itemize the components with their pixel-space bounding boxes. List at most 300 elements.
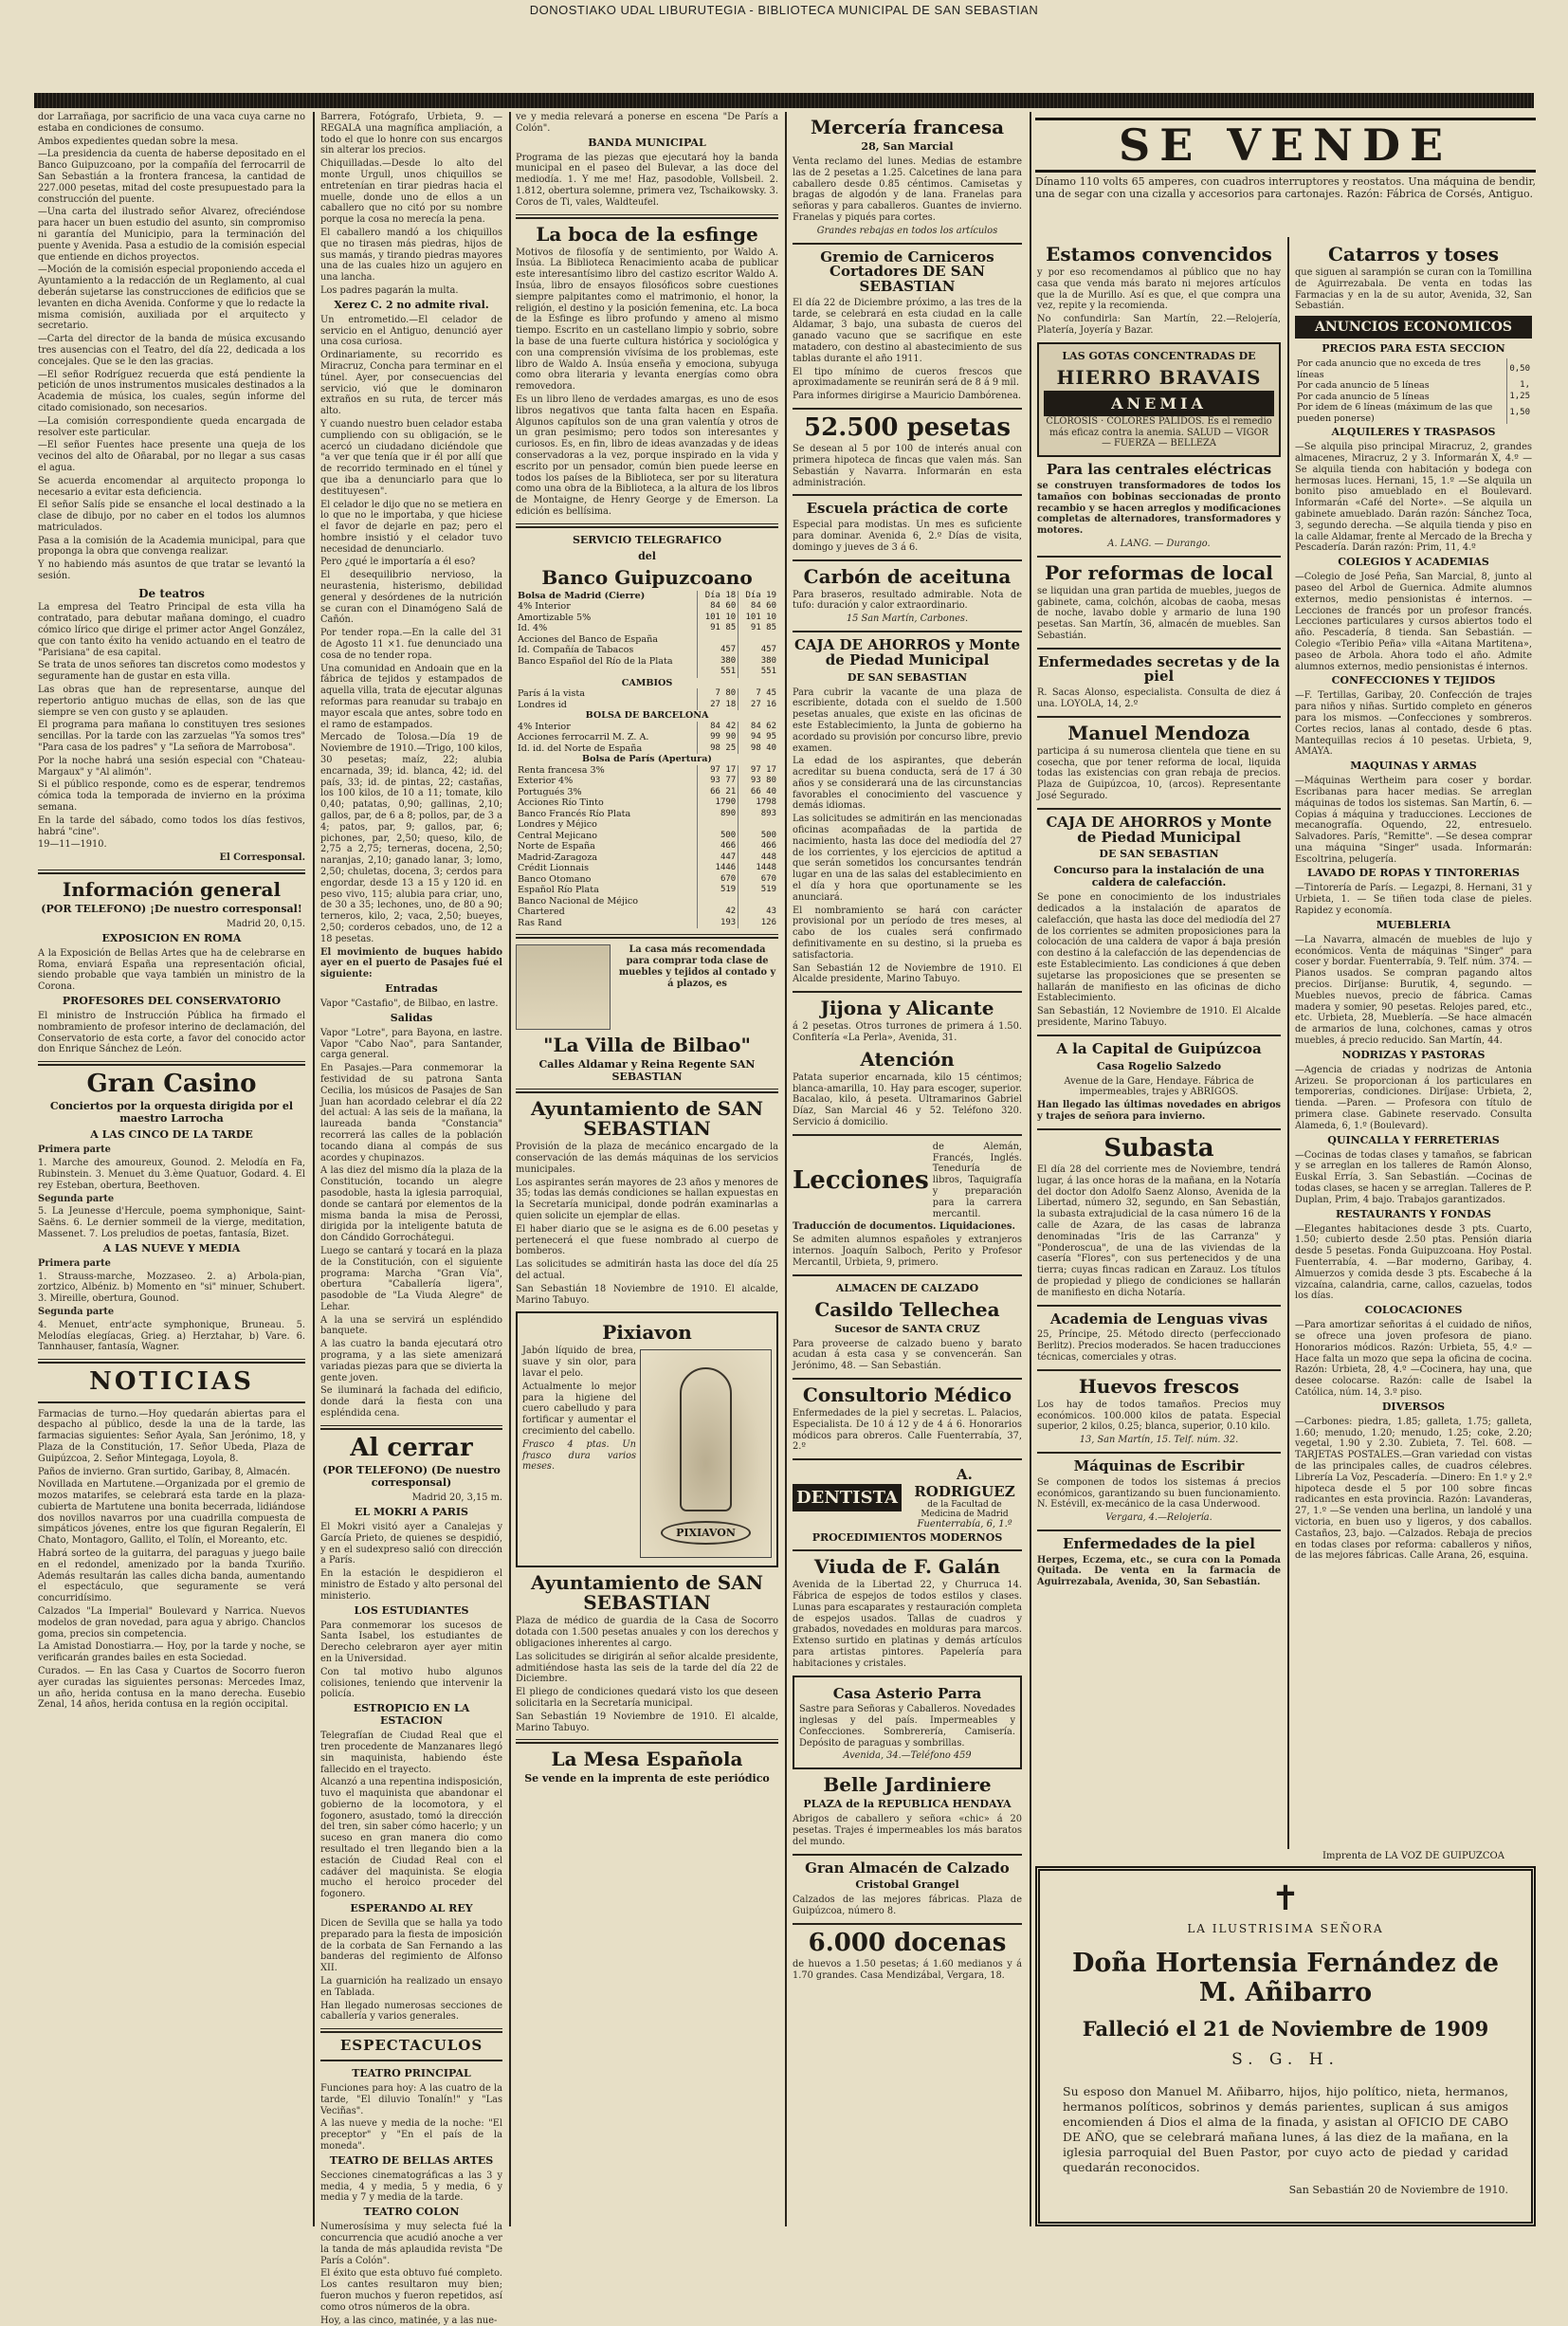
table-cell: 43 xyxy=(766,907,776,917)
table-cell xyxy=(698,896,738,907)
paragraph: La guarnición ha realizado un ensayo en Tablada. xyxy=(320,1976,502,1998)
table-cell: Amortizable 5% xyxy=(516,613,698,624)
divider xyxy=(793,1274,1022,1276)
table-row xyxy=(516,841,778,852)
table-cell: Madrid-Zaragoza xyxy=(516,852,698,864)
section-title: Ayuntamiento de SAN SEBASTIAN xyxy=(530,1097,764,1141)
subheading: Calles Aldamar y Reina Regente SAN SEBASTIAN xyxy=(538,1058,756,1084)
paragraph: El nombramiento se hará con carácter provisional por un período de tres meses, al cabo de los cuales será confirmado definitivamente en su destino, si la prueba es satisfactoria. xyxy=(793,905,1022,961)
ad-title: Casa Asterio Parra xyxy=(832,1684,982,1702)
table-cell: Por idem de 6 líneas (máximum de las que pueden ponerse) xyxy=(1295,402,1507,424)
column-rule xyxy=(1030,112,1031,2226)
paragraph: Provisión de la plaza de mecánico encargado de la conservación de las demás máquinas de los servicios municipales. xyxy=(516,1142,778,1175)
ad-text: Abrigos de caballero y señora «chic» á 20 pesetas. Trajes é impermeables los más baratos del mundo. xyxy=(793,1814,1022,1847)
paragraph: Se acuerda encomendar al arquitecto proponga lo necesario a evitar esta deficiencia. xyxy=(38,475,305,498)
table-cell: Id. Compañía de Tabacos xyxy=(516,645,698,656)
divider xyxy=(793,1458,1022,1460)
table-cell: 519 xyxy=(760,885,776,895)
table-cell: 98 40 xyxy=(750,742,776,753)
ad-title: Jijona y Alicante xyxy=(820,997,994,1020)
subheading: Concurso para la instalación de una caldera de calefacción. xyxy=(1053,864,1265,889)
ad-title: Huevos frescos xyxy=(1078,1374,1240,1398)
table-cell: 1790 xyxy=(698,797,738,809)
subheading: EL MOKRI A PARIS xyxy=(355,1505,468,1518)
subheading: ESPERANDO AL REY xyxy=(350,1902,473,1915)
paragraph: El día 22 de Diciembre próximo, a las tres de la tarde, se celebrará en esta ciudad en la calle Aldamar, 3 bajo, una subasta de cueros del ganado vacuno que se sacrifique en este matadero, con destino al abastecimiento de sus tablas durante el año 1911. xyxy=(793,297,1022,364)
ad-text: Especial para modistas. Un mes es suficiente para dominar. Avenida 6, 2.º Días de visita, domingo y jueves de 3 á 6. xyxy=(793,520,1022,553)
table-cell: 1448 xyxy=(756,863,776,873)
ad-title: DENTISTA xyxy=(793,1484,902,1511)
divider xyxy=(38,870,305,874)
table-cell: 551 xyxy=(760,667,776,677)
ad-title: Máquinas de Escribir xyxy=(1073,1456,1245,1474)
ad-text: R. Sacas Alonso, especialista. Consulta de diez á una. LOYOLA, 14, 2.º xyxy=(1037,687,1281,709)
divider xyxy=(793,408,1022,410)
table-cell: 4% Interior xyxy=(516,722,698,733)
paragraph: Los padres pagarán la multa. xyxy=(320,284,459,296)
paragraph: San Sebastián 18 Noviembre de 1910. El alcalde, Marino Tabuyo. xyxy=(516,1283,778,1306)
paragraph: Las solicitudes se dirigirán al señor alcalde presidente, admitiéndose hasta las seis de la tarde del día 22 de Diciembre. xyxy=(516,1651,778,1685)
subheading: Xerez C. 2 no admite rival. xyxy=(334,298,489,311)
table-cell: Id. id. del Norte de España xyxy=(516,743,698,755)
subheading: 28, San Marcial xyxy=(861,140,954,153)
paragraph: En la tarde del sábado, como todos los días festivos, habrá "cine". xyxy=(38,815,305,837)
paragraph: El día 28 del corriente mes de Noviembre, tendrá lugar, á las once horas de la mañana, en la Notaría del doctor don Adolfo Saenz Alonso, Avenida de la Libertad, número 32, segundo, en San Sebastián, la subasta extrajudicial de la casa número 16 de la calle de Azara, de las casas de labranza denominadas "Iris de las Carranza" y "Ponderoscua", de una de las viviendas de la casería "Flores", con sus pertenecidos y de una tierra; cuyas fincas radican en Zarauz. Los títulos de propiedad y pliego de condiciones se hallarán de manifiesto en dicha Notaría. xyxy=(1037,1164,1281,1298)
table-cell: 99 90 xyxy=(698,732,738,743)
ad-title: Manuel Mendoza xyxy=(1067,721,1250,744)
subheading: Cristobal Grangel xyxy=(855,1878,959,1892)
table-cell: Español Río Plata xyxy=(516,885,698,896)
paragraph: Si el público responde, como es de esperar, tendremos cómica toda la temporada de invierno en la próxima semana. xyxy=(38,779,305,814)
table-row xyxy=(516,852,778,864)
subheading: CONFECCIONES Y TEJIDOS xyxy=(1331,674,1496,687)
table-row xyxy=(516,831,778,842)
ad-title: SE VENDE xyxy=(1035,118,1536,173)
column-5 xyxy=(1033,239,1285,1860)
lecciones-ad xyxy=(793,1142,1022,1222)
paragraph: Para cubrir la vacante de una plaza de escribiente, dotada con el sueldo de 1.500 pesetas anuales, que existe en las oficinas de este Establecimiento, la Junta de gobierno ha acordado su provisión por concurso libre, previo examen. xyxy=(793,687,1022,754)
bottle-label: PIXIAVON xyxy=(661,1521,752,1545)
table-row xyxy=(516,601,778,613)
paragraph: Ambos expedientes quedan sobre la mesa. xyxy=(38,136,239,147)
ad-title: Por reformas de local xyxy=(1045,560,1273,584)
paragraph: Mercado de Tolosa.—Día 19 de Noviembre de 1910.—Trigo, 100 kilos, 30 pesetas; maíz, 22; alubia encarnada, 39; id. blanca, 42; id. del país, 33; id. de pintas, 22; castañas, los 100 kilos, de 10 a 11; tomate, kilo 0,40; patatas, 0,90; gallinas, 2,10; gallos, par, de 6 a 8; pollos, par, de 3 a 4; patos, par, 9; gallos, par, 6; pichones, par, 2,50; queso, kilo, de 2,75 a 2,75; terneras, docena, 2,50; naranjas, 2,10; ganado lanar, 3; lomo, 2,50; chuletas, docena, 3; cerdos para engordar, desde 13 a 15 y 120 id. en peso vivo, 115; alubia para criar, uno, de 30 a 35; lechones, uno, de 80 a 90; terneros, kilo, 2; vaca, 2,50; bueyes, 2,50; corderos cebados, uno, de 12 a 18 pesetas. xyxy=(320,732,502,944)
paragraph: El tipo mínimo de cueros frescos que aproximadamente se reunirán será de 8 á 9 mil. xyxy=(793,366,1022,389)
column-2 xyxy=(317,112,506,2326)
paragraph: —Moción de la comisión especial proponiendo acceda el Ayuntamiento a la redacción de un Reglamento, al cual deberán sujetarse las construcciones de edificios que se levanten en dicha Avenida. Conforme y que lo redacte la misma comisión, auxiliada por el arquitecto y secretario. xyxy=(38,265,305,332)
paragraph: El programa para mañana lo constituyen tres sesiones sencillas. Por la tarde con las zarzuelas "Ya somos tres" "Para casa de los padres" y "La señora de Marrobosa". xyxy=(38,720,305,754)
paragraph: dor Larrañaga, por sacrificio de una vaca cuya carne no estaba en condiciones de consumo. xyxy=(38,112,305,134)
ad-title: Mercería francesa xyxy=(810,116,1005,138)
ad-title: HIERRO BRAVAIS xyxy=(1056,365,1262,389)
paragraph: Funciones para hoy: A las cuatro de la tarde, "El diluvio Tonalín!" y "Las Veciñas". xyxy=(320,2082,502,2116)
classifieds: —Colegio de José Peña, San Marcial, 8, junto al paseo del Arbol de Guernica. Admite alumnos externos, medio pensionistas é internos. —Lecciones de francés por un profesor francés. Lecciones particulares y cursos abiertos todo el año. Pescadería, 8 tienda. San Sebastián. —Colegio «Teribio Peña» villa «Aitana Martitena», paseo de Arbola. Ahora todo el año. Admite alumnos externos, medio pensionistas é internos. xyxy=(1295,572,1532,672)
paragraph: Curados. — En las Casa y Cuartos de Socorro fueron ayer curadas las siguientes personas: Mercedes Imaz, un año, herida contusa en la mano derecha. Eusebio Zenal, 14 años, herida contusa en la región occipital. xyxy=(38,1666,305,1711)
table-cell: Por cada anuncio de 5 líneas xyxy=(1295,380,1507,392)
divider xyxy=(38,1359,305,1364)
ad-text: participa á su numerosa clientela que tiene en su cosecha, que por tener reforma de local, liquida todas las existencias con gran rebaja de precios. Plaza de Guipúzcoa, 10, (arcos). Representante José Segurado. xyxy=(1037,745,1281,801)
paragraph: —La comisión correspondiente queda encargada de resolver este particular. xyxy=(38,415,305,438)
ad-text: Herpes, Eczema, etc., se cura con la Pomada Quitada. De venta en la farmacia de Aguirrezabala, Avenida, 30, San Sebastián. xyxy=(1037,1554,1281,1588)
paragraph: A las cuatro la banda ejecutará otro programa, y a las siete amenizará variadas piezas para que se divierta la gente joven. xyxy=(320,1339,502,1383)
ad-text: Frasco 4 ptas. Un frasco dura varios meses. xyxy=(522,1438,636,1473)
ad-title: Gremio de Carniceros Cortadores DE SAN SEBASTIAN xyxy=(820,247,994,296)
paragraph: El pliego de condiciones quedará visto los que deseen solicitarla en la Secretaría municipal. xyxy=(516,1687,778,1709)
divider xyxy=(1037,808,1281,810)
paragraph: —El señor Fuentes hace presente una queja de los vecinos del alto de Oñarabal, por no llegar a sus casas el agua. xyxy=(38,440,305,473)
notice-line: S. G. H. xyxy=(1231,2050,1340,2069)
table-cell: 500 xyxy=(760,830,776,840)
table-cell: 457 xyxy=(698,645,738,656)
ad-text: que siguen al sarampión se curan con la Tomillina de Aguirrezabala. De venta en todas las Farmacias y en la de su autor, Avenida, 32, San Sebastián. xyxy=(1295,267,1532,312)
ad-text: Dínamo 110 volts 65 amperes, con cuadros interruptores y reostatos. Una máquina de bendir, una de segar con una cizalla y accesorios para cartonajes. Razón: Fábrica de Corsés, Antiguo. xyxy=(1035,175,1536,201)
program-part: Segunda parte xyxy=(38,1307,115,1318)
paragraph: La Amistad Donostiarra.— Hoy, por la tarde y noche, se verificarán grandes bailes en esta Sociedad. xyxy=(38,1641,305,1664)
paragraph: El Mokri visitó ayer a Canalejas y García Prieto, de quienes se despidió, y en el sudexpreso salió con dirección a París. xyxy=(320,1521,502,1566)
dentist-ad xyxy=(793,1466,1022,1529)
ad-text: Traducción de documentos. Liquidaciones. xyxy=(793,1221,1015,1233)
section-title: La boca de la esfinge xyxy=(536,222,758,246)
ad-text: Venta reclamo del lunes. Medias de estambre las de 2 pesetas a 1.25. Calcetines de lana para caballero desde 0.85 céntimos. Camisetas y bragas de algodón y de lana. Franelas para señoras y para caballeros. Guantes de invierno. Franelas y piqués para cortes. xyxy=(793,156,1022,223)
subheading: RESTAURANTS Y FONDAS xyxy=(1335,1207,1492,1220)
subheading: (POR TELEFONO) ¡De nuestro corresponsal! xyxy=(41,903,302,915)
death-notice xyxy=(1035,1866,1536,2226)
ad-text: Los hay de todos tamaños. Precios muy económicos. 100.000 kilos de patata. Especial superior, 2 kilos, 0.25; blanca, superior, 0.10 kilo. xyxy=(1037,1399,1281,1433)
subheading: PROCEDIMIENTOS MODERNOS xyxy=(811,1531,1003,1545)
asterio-ad xyxy=(793,1676,1022,1770)
ad-text: Actualmente lo mejor para la higiene del cuero cabelludo y para fortificar y aumentar el crecimiento del cabello. xyxy=(522,1381,636,1437)
paragraph: Programa de las piezas que ejecutará hoy la banda municipal en el paseo del Bulevar, a las doce del mediodía. 1. Y me me! Haz, pasodoble, Vollsbeil. 2. 1.812, obertura solemne, primera vez, Tschaikowsky. 3. Coros de Ti, vales, Waldteufel. xyxy=(516,152,778,208)
ad-title: 6.000 docenas xyxy=(808,1929,1007,1957)
subheading: DIVERSOS xyxy=(1381,1400,1446,1413)
table-row xyxy=(516,776,778,787)
subheading: Entradas xyxy=(385,981,438,995)
subheading: Casa Rogelio Salzedo xyxy=(1096,1059,1222,1072)
table-cell: 93 80 xyxy=(750,776,776,786)
ad-title: Enfermedades de la piel xyxy=(1063,1534,1255,1552)
dateline: 19—11—1910. xyxy=(38,839,107,851)
paragraph: Se pone en conocimiento de los industriales dedicados a la instalación de aparatos de calefacción, que hasta las doce del mediodía del 27 de los corrientes se admiten proposiciones para la colocación de una caldera de vapor á baja presión con destino á la calefacción de las dependencias de este Establecimiento. Las condiciones á que deben sujetarse las proposiciones que se presenten se hallarán de manifiesto en las oficinas de dicho Establecimiento. xyxy=(1037,892,1281,1004)
subheading: A LAS NUEVE Y MEDIA xyxy=(102,1241,241,1255)
table-row xyxy=(516,896,778,907)
paragraph: Dicen de Sevilla que se halla ya todo preparado para la fiesta de imposición de la corbata de San Fernando a las banderas del regimiento de Alfonso XII. xyxy=(320,1918,502,1974)
classifieds: —Se alquila piso principal Miracruz, 2, grandes almacenes, Miracruz, 2 y 3. Informarán X, 4.º —Se alquila tienda con habitación y bodega con hermosas luces. Hernani, 15, 1.º —Se alquila un bonito piso amueblado en el Boulevard. Informarán «Café del Norte». —Se alquila un gabinete amueblado. Darán razón: Sánchez Toca, 3, segundo derecha. —Se alquila tienda y piso en la calle Aldamar, frente al Mercado de la Brecha y Pescadería. Darán razón: Prim, 11, 4.º xyxy=(1295,442,1532,554)
table-row xyxy=(516,667,778,678)
anemia-banner: ANEMIA xyxy=(1044,391,1274,416)
table-cell: 448 xyxy=(760,852,776,862)
paragraph: Luego se cantará y tocará en la plaza de la Constitución, con el siguiente programa: Marcha "Gran Vía", obertura "Caballería ligera", pasodoble de "La Viuda Alegre" de Lehar. xyxy=(320,1245,502,1312)
paragraph: A la una se servirá un espléndido banquete. xyxy=(320,1314,502,1337)
table-cell: Norte de España xyxy=(516,841,698,852)
ad-title: Consultorio Médico xyxy=(802,1383,1012,1406)
subheading: DE SAN SEBASTIAN xyxy=(1099,848,1219,861)
classifieds: —Tintorería de París. — Legazpi, 8. Hernani, 31 y Urbieta, 1. — Se tiñen toda clase de pieles. Rapidez y economía. xyxy=(1295,883,1532,917)
paragraph: San Sebastián 19 Noviembre de 1910. El alcalde, Marino Tabuyo. xyxy=(516,1711,778,1733)
paragraph: Telegrafían de Ciudad Real que el tren procedente de Manzanares llegó sin maquinista, habiendo éste fallecido en el trayecto. xyxy=(320,1731,502,1775)
ad-text: Vergara, 4.—Relojería. xyxy=(1105,1512,1212,1524)
table-row xyxy=(516,613,778,624)
column-4 xyxy=(789,112,1026,2231)
subheading: Se vende en la imprenta de este periódico xyxy=(524,1772,770,1786)
paragraph: Paños de invierno. Gran surtido, Garibay, 8, Almacén. xyxy=(38,1466,291,1477)
divider xyxy=(793,243,1022,245)
ad-text: Sastre para Señoras y Caballeros. Novedades inglesas y del país. Impermeables y Confecciones. Sombrerería, Camisería. Depósito de paraguas y sombrillas. xyxy=(799,1704,1015,1749)
ad-title: Escuela práctica de corte xyxy=(806,500,1009,518)
ad-text: Jabón líquido de brea, suave y sin olor, para lavar el pelo. xyxy=(522,1346,636,1379)
subheading: ESTROPICIO EN LA ESTACION xyxy=(353,1702,470,1728)
paragraph: Y cuando nuestro buen celador estaba cumpliendo con su obligación, se le acercó un ciudadano diciéndole que "a ver que tenía que ir él por allí que de recorrido terminado en el túnel y que iba a denunciarlo para que lo destituyesen". xyxy=(320,418,502,497)
paragraph: Pasa a la comisión de la Academia municipal, para que proponga la obra que convenga realizar. xyxy=(38,535,305,558)
ad-text: Para braseros, resultado admirable. Nota de tufo: duración y calor extraordinario. xyxy=(793,589,1022,612)
paragraph: A las nueve y media de la noche: "El preceptor" y "En el país de la moneda". xyxy=(320,2118,502,2152)
table-cell: 7 45 xyxy=(756,688,776,699)
paragraph: Vapor "Lotre", para Bayona, en lastre. Vapor "Cabo Nao", para Santander, carga general. xyxy=(320,1027,502,1061)
paragraph: Las obras que han de representarse, aunque del repertorio antiguo muchas de ellas, son de las que siempre se ven con gusto y se aplauden. xyxy=(38,685,305,718)
table-cell: Portugués 3% xyxy=(516,787,698,798)
paragraph: El éxito que esta obtuvo fué completo. Los cantes resultaron muy bien; fueron muchos y fueron repetidos, así como otros números de la obra. xyxy=(320,2268,502,2313)
table-cell: Banco Otomano xyxy=(516,874,698,886)
subheading: LAS GOTAS CONCENTRADAS DE xyxy=(1062,349,1256,362)
paragraph: —El señor Rodríguez recuerda que está pendiente la petición de unos instrumentos musicales destinados a la Academia de música, los cuales, según informe del citado comisionado, son necesarios. xyxy=(38,369,305,413)
paragraph: El ministro de Instrucción Pública ha firmado el nombramiento de profesor interino de declamación, del Conservatorio de esta corte, a favor del conocido actor don Enrique Sánchez de León. xyxy=(38,1010,305,1055)
table-cell xyxy=(738,634,778,646)
ad-text: 25, Príncipe, 25. Método directo (perfeccionado Berlitz). Precios moderados. Se hacen traducciones técnicas, comerciales y otras. xyxy=(1037,1329,1281,1363)
hierro-bravais-ad xyxy=(1037,342,1281,457)
paragraph: Pero ¿qué le importaría a él eso? xyxy=(320,557,476,568)
section-title: ESPECTACULOS xyxy=(339,2037,483,2055)
paragraph: Han llegado numerosas secciones de caballería y varios generales. xyxy=(320,2000,502,2023)
divider xyxy=(1037,1452,1281,1454)
notice-date: Falleció el 21 de Noviembre de 1909 xyxy=(1082,2017,1489,2041)
ad-text: Avenida, 34.—Teléfono 459 xyxy=(843,1750,972,1762)
ad-title: Estamos convencidos xyxy=(1046,243,1272,266)
ad-text: Para proveerse de calzado bueno y barato acudan á esta casa y se convencerán. San Jerónimo, 48. — San Sebastián. xyxy=(793,1338,1022,1372)
ad-text: de Alemán, Francés, Inglés. Teneduría de libros, Taquigrafía y preparación para la carrera mercantil. xyxy=(932,1141,1022,1219)
table-cell: 94 95 xyxy=(750,732,776,742)
table-cell: Por cada anuncio de 5 líneas xyxy=(1295,392,1507,403)
paragraph: El movimiento de buques habido ayer en el puerto de Pasajes fué el siguiente: xyxy=(320,946,502,980)
divider xyxy=(1037,1035,1281,1036)
section-title: Gran Casino xyxy=(86,1070,257,1099)
paragraph: El caballero mandó a los chiquillos que no tirasen más piedras, hijos de sus mamás, y tirando piedras mayores una de las cuales hizo un agujero en una lancha. xyxy=(320,227,502,284)
subheading: Salidas xyxy=(390,1011,433,1024)
subheading: QUINCALLA Y FERRETERIAS xyxy=(1327,1133,1500,1146)
table-cell xyxy=(698,819,738,831)
table-row xyxy=(1295,358,1532,380)
divider xyxy=(38,1061,305,1066)
section-heading: De teatros xyxy=(138,586,205,600)
table-cell: 91 85 xyxy=(750,623,776,633)
paragraph: Para informes dirigirse a Mauricio Dambórenea. xyxy=(793,391,1022,402)
table-row xyxy=(516,918,778,929)
table-cell: 893 xyxy=(760,808,776,818)
classifieds: —F. Tertillas, Garibay, 20. Confección de trajes para niños y niñas. Surtido completo en géneros para los mismos. —Confecciones y sombreros. Cortes recios, lanas al contado, desde 6 ptas. Mantequillas recios á 10 pesetas. Urbieta, 9, AMAYA. xyxy=(1295,690,1532,758)
divider xyxy=(793,494,1022,496)
subheading: TEATRO COLON xyxy=(363,2206,460,2219)
table-cell: Acciones Río Tinto xyxy=(516,797,698,809)
subheading: TEATRO PRINCIPAL xyxy=(352,2066,471,2079)
notice-body: Su esposo don Manuel M. Añibarro, hijos, hijo político, nieta, hermanos, hermanos políticos, sobrinos y demás parientes, suplican á sus amigos encomienden á Dios el alma de la finada, y asistan al OFICIO DE CABO DE AÑO, que se celebrará mañana lunes, á las diez de la mañana, en la iglesia parroquial del Buen Pastor, por cuyo acto de piedad y caridad quedarán reconocidos. xyxy=(1063,2084,1508,2174)
ad-text: Se desean al 5 por 100 de interés anual con primera hipoteca de fincas que valen más. San Sebastián y Navarra. Informarán en esta administración. xyxy=(793,444,1022,488)
classifieds: —Carbones: piedra, 1.85; galleta, 1.75; galleta, 1.60; menudo, 1.20; menudo, 1.25; coke, 2.20; vegetal, 1.90 y 2.30. Zubieta, 7. Tel. 608. —TARJETAS POSTALES.—Gran variedad con vistas de las principales calles, de cuadros célebres. Librería La Voz, Pescadería. —Dinero: En 1.º y 2.º hipoteca desde el 5 por 100 sobre fincas radicantes en esta provincia. Razón: Lavanderas, 27, 1.º —Se venden una berlina, un landolé y una victoria, en buen uso y ligeros, y dos caballos. Castaños, 23, bajo. —Calzados. Rebaja de precios en todas clases por reforma: caballeros y niños, de las mejores fábricas. Calle Arana, 26, esquina. xyxy=(1295,1416,1532,1562)
table-row xyxy=(516,722,778,733)
divider xyxy=(1037,1305,1281,1307)
ad-title: Pixiavon xyxy=(602,1321,692,1345)
table-row xyxy=(516,765,778,777)
divider xyxy=(320,2060,502,2061)
table-cell: 101 10 xyxy=(698,613,738,624)
ad-title: Casildo Tellechea xyxy=(814,1297,1000,1321)
ad-title: A la Capital de Guipúzcoa xyxy=(1056,1039,1262,1057)
paragraph: Farmacias de turno.—Hoy quedarán abiertas para el despacho al público, desde la una de la tarde, las farmacias siguientes: Señor Ayala, San Jerónimo, 18, y Plaza de la Constitución, 17. Señor Ubeda, Plaza de Guipúzcoa, 2. Señor Mintegaga, Loyola, 8. xyxy=(38,1408,305,1464)
paragraph: En Pasajes.—Para conmemorar la festividad de su patrona Santa Cecilia, los músicos de Pasajes de San Juan han acordado celebrar el día 22 del actual: A las seis de la mañana, la laureada banda "Constancia" recorrerá las calles de la población tocando diana al compás de sus acordes y chupinazos. xyxy=(320,1063,502,1163)
ad-title: Lecciones xyxy=(793,1166,929,1196)
section-title: Al cerrar xyxy=(350,1433,473,1462)
table-cell xyxy=(698,634,738,646)
ad-text: 15 San Martín, Carbones. xyxy=(846,614,969,625)
ad-title: Carbón de aceituna xyxy=(803,564,1012,588)
paragraph: El desequilibrio nervioso, la neurastenia, histerismo, debilidad general y desórdenes de la nutrición se curan con el Dinamógeno Salá de Cañón. xyxy=(320,570,502,626)
paragraph: El señor Salís pide se ensanche el local destinado a la clase de dibujo, por no caber en el todos los alumnos matriculados. xyxy=(38,500,305,533)
subheading: BANDA MUNICIPAL xyxy=(588,136,706,149)
paragraph: Novillada en Martutene.—Organizada por el gremio de mozos matarifes, se celebrará esta tarde en la plaza-cubierta de Martutene una bonita becerrada, lidiándose dos novillos navarros por una cuadrilla compuesta de simpáticos jóvenes, entre los que figuran Regalerín, El Chato, Montagoro, Gallito, el Tolín, el Moreanto, etc. xyxy=(38,1479,305,1547)
table-cell: París á la vista xyxy=(516,688,698,700)
column-rule xyxy=(1287,237,1289,1849)
paragraph: —La presidencia da cuenta de haberse depositado en el Banco Guipuzcoano, por la compañía del ferrocarril de San Sebastián a la frontera francesa, la cantidad de 227.000 pesetas, mitad del coste presupuestado para la construcción del puente. xyxy=(38,149,305,205)
table-cell: 1, xyxy=(1520,380,1530,391)
table-cell: 0,50 xyxy=(1509,363,1530,374)
paragraph: Secciones cinematográficas a las 3 y media, 4 y media, 5 y media, 6 y media y 7 y media de la tarde. xyxy=(320,2170,502,2204)
ad-title: "La Villa de Bilbao" xyxy=(543,1034,751,1057)
subheading: NODRIZAS Y PASTORAS xyxy=(1341,1048,1486,1061)
printer-credit: Imprenta de LA VOZ DE GUIPUZCOA xyxy=(1322,1851,1504,1861)
subheading: LOS ESTUDIANTES xyxy=(354,1603,469,1617)
ad-text: Avenida de la Libertad 22, y Churruca 14. Fábrica de espejos de todos estilos y clases. Lunas para escaparates y restauración completa de espejos usados. Tallas de cuadros y grabados, novedades en molduras para marcos. Extenso surtido en platinas y demás artículos para artistas pintores. Papelería para habitaciones y cristales. xyxy=(793,1580,1022,1669)
paragraph: Calzados "La Imperial" Boulevard y Narrica. Nuevos modelos de gran novedad, para agua y abrigo. Chanclos goma, precios sin competencia. xyxy=(38,1606,305,1639)
table-row xyxy=(516,634,778,646)
table-cell: Banco Español del Río de la Plata xyxy=(516,656,698,668)
subheading: ALMACEN DE CALZADO xyxy=(835,1281,979,1294)
divider xyxy=(1037,716,1281,718)
table-cell: Por cada anuncio que no exceda de tres líneas xyxy=(1295,358,1507,380)
table-row xyxy=(516,809,778,820)
divider xyxy=(516,1739,778,1744)
section-title: Información general xyxy=(62,878,282,901)
table-cell: 670 xyxy=(760,873,776,884)
column-6 xyxy=(1291,239,1536,1860)
table-cell: Renta francesa 3% xyxy=(516,765,698,777)
table-cell: Banco Francés Río Plata xyxy=(516,809,698,820)
table-row xyxy=(1295,380,1532,392)
paragraph: ve y media relevará a ponerse en escena "De París a Colón". xyxy=(516,112,778,134)
ad-text: Patata superior encarnada, kilo 15 céntimos; blanca-amarilla, 10. Hay para escoger, superior. Bacalao, kilo, á peseta. Ultramarinos Gabriel Díaz, San Marcial 46 y 52. Teléfono 320. Servicio á domicilio. xyxy=(793,1071,1022,1128)
column-3 xyxy=(512,112,782,2231)
table-cell: 4% Interior xyxy=(516,601,698,613)
furniture-ad xyxy=(516,944,778,1030)
paragraph: Las solicitudes se admitirán hasta las doce del día 25 del actual. xyxy=(516,1259,778,1281)
paragraph: Por tender ropa.—En la calle del 31 de Agosto 11 ×1. fue denunciado una cosa de no tender ropa. xyxy=(320,628,502,661)
divider xyxy=(516,214,778,219)
paragraph: Hoy, a las cinco, matinée, y a las nue- xyxy=(320,2315,498,2326)
ad-title: Subasta xyxy=(1103,1133,1214,1163)
table-row xyxy=(516,874,778,886)
subheading: TEATRO DE BELLAS ARTES xyxy=(329,2153,494,2167)
bottle-illustration xyxy=(640,1349,772,1558)
ad-text: La casa más recomendada para comprar toda clase de muebles y tejidos al contado y á plazos, es xyxy=(618,944,776,989)
table-cell: 97 17 xyxy=(698,765,738,777)
table-row xyxy=(516,787,778,798)
dateline: Madrid 20, 3,15 m. xyxy=(411,1493,502,1504)
divider xyxy=(793,631,1022,632)
paragraph: San Sebastián, 12 Noviembre de 1910. El Alcalde presidente, Marino Tabuyo. xyxy=(1037,1006,1281,1029)
program-part: Primera parte xyxy=(38,1257,111,1269)
paragraph: Es un libro lleno de verdades amargas, es uno de esos libros negativos que tanta falta hacen en España. Algunos capítulos son de una gran valentía y otros de un gran pesimismo; pero todos son interesantes y curiosos. Es, en fin, libro de ideas avanzadas y de ideas conservadoras a la vez, porque inspirado en la vida y escrito por un pensador, común bien puede leerse en todos los países de la Biblioteca, ser por su literatura como una obra de la Biblioteca, a la altura de los libros de Montaigne, de Henry George y de Emerson. La edición es bellísima. xyxy=(516,394,778,517)
table-cell: 551 xyxy=(698,667,738,678)
subheading: MUEBLERIA xyxy=(1376,918,1451,931)
program-part: Segunda parte xyxy=(38,1193,115,1204)
table-cell: Central Mejicano xyxy=(516,831,698,842)
divider xyxy=(793,991,1022,993)
divider xyxy=(1037,1529,1281,1531)
subheading: EXPOSICION EN ROMA xyxy=(101,931,242,944)
table-cell: 91 85 xyxy=(698,623,738,634)
paragraph: Con tal motivo hubo algunos colisiones, teniendo que intervenir la policía. xyxy=(320,1666,502,1700)
divider xyxy=(320,2028,502,2033)
subheading: DE SAN SEBASTIAN xyxy=(847,670,968,684)
column-1 xyxy=(34,112,309,2231)
ad-title: Gran Almacén de Calzado xyxy=(805,1859,1010,1877)
table-cell: Crédit Lionnais xyxy=(516,863,698,874)
table-cell: 42 xyxy=(698,907,738,918)
ad-title: CAJA DE AHORROS y Monte de Piedad Municipal xyxy=(793,636,1021,668)
section-banner: ANUNCIOS ECONOMICOS xyxy=(1295,316,1532,339)
signature: El Corresponsal. xyxy=(219,852,305,864)
paragraph: El haber diario que se le asigna es de 6.00 pesetas y pertenecerá el que fuese nombrado al cuerpo de bomberos. xyxy=(516,1223,778,1257)
masthead-bar xyxy=(34,93,1534,108)
price-table xyxy=(1295,358,1532,424)
se-vende-ad xyxy=(1035,112,1536,235)
ad-text: Se admiten alumnos españoles y extranjeros internos. Joaquín Salboch, Perito y Profesor Mercantil, Urbieta, 9, primero. xyxy=(793,1235,1022,1268)
paragraph: Vapor "Castafio", de Bilbao, en lastre. xyxy=(320,998,499,1009)
table-cell: 84 62 xyxy=(750,721,776,731)
paragraph: —Una carta del ilustrado señor Alvarez, ofreciéndose para hacer un buen estudio del asunto, sin compromiso ni garantía del Municipio, para la terminación del puente y Avenida. Pasa a estudio de la comisión especial que entiende en dichos proyectos. xyxy=(38,207,305,263)
ad-text: No confundirla: San Martín, 22.—Relojería, Platería, Joyería y Bazar. xyxy=(1037,314,1281,336)
notice-line: LA ILUSTRISIMA SEÑORA xyxy=(1187,1922,1384,1935)
table-cell: 1798 xyxy=(756,797,776,808)
paragraph: San Sebastián 12 de Noviembre de 1910. El Alcalde presidente, Marino Tabuyo. xyxy=(793,962,1022,985)
divider xyxy=(1037,1369,1281,1371)
table-cell: 93 77 xyxy=(698,776,738,787)
section-title: Ayuntamiento de SAN SEBASTIAN xyxy=(530,1571,764,1615)
ad-title: Belle Jardiniere xyxy=(823,1773,992,1797)
ad-text: Grandes rebajas en todos los artículos xyxy=(816,225,998,236)
library-header: DONOSTIAKO UDAL LIBURUTEGIA - BIBLIOTECA MUNICIPAL DE SAN SEBASTIAN xyxy=(529,3,1039,17)
subheading: Conciertos por la orquesta dirigida por el maestro Larrocha xyxy=(49,1100,294,1126)
table-cell: 84 60 xyxy=(698,601,738,613)
program-list: 1. Marche des amoureux, Gounod. 2. Melodía en Fa, Rubinstein. 3. Menuet du 3.ème Quatuor, Godard. 4. El rey Esteban, obertura, Beethoven. xyxy=(38,1158,305,1191)
ad-title: Viuda de F. Galán xyxy=(813,1555,1001,1579)
classifieds: —Para amortizar señoritas á el cuidado de niños, se ofrece una joven profesora de piano. Honorarios módicos. Razón: Urbieta, 55, 4.º —Hace falta un mozo que sepa la oficina de cocina. Razón: Urbieta, 28, 4.º —Cocinera, hay una, que desee colocarse. Razón: calle de Isabel la Católica, núm. 14, 3.º piso. xyxy=(1295,1320,1532,1398)
table-cell: 98 25 xyxy=(698,743,738,755)
ad-text: Enfermedades de la piel y secretas. L. Palacios, Especialista. De 10 á 12 y de 4 á 6. Honorarios módicos para obreros. Calle Fuenterrabía, 37, 2.º xyxy=(793,1407,1022,1453)
subheading: ALQUILERES Y TRASPASOS xyxy=(1331,426,1496,439)
paragraph: Se iluminará la fachada del edificio, donde dará la fiesta con una espléndida cena. xyxy=(320,1385,502,1419)
table-cell: 466 xyxy=(698,841,738,852)
ad-text: y por eso recomendamos al público que no hay casa que venda más barato ni mejores artículos que la de Murillo. Así es que, el que compra una vez, repite y la recomienda. xyxy=(1037,267,1281,312)
divider xyxy=(793,559,1022,561)
ad-title: Enfermedades secretas y de la piel xyxy=(1037,652,1281,686)
table-cell: Ras Rand xyxy=(516,918,698,929)
